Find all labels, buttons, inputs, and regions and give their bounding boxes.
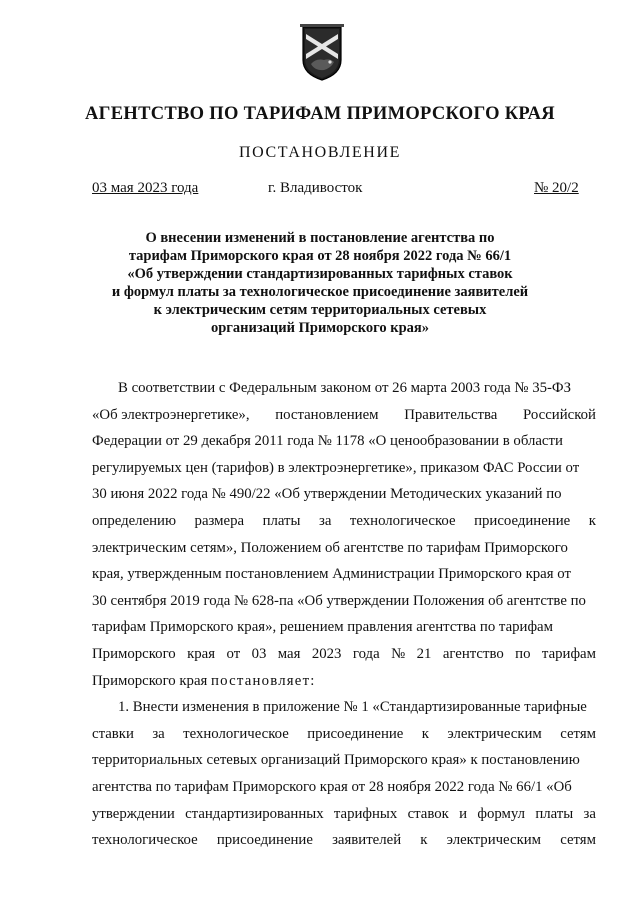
word: 2023 [311, 645, 342, 662]
word: стандартизированных [185, 805, 324, 822]
word: года [352, 645, 380, 662]
word: за [583, 805, 596, 822]
word: тарифных [333, 805, 398, 822]
agency-name: АГЕНТСТВО ПО ТАРИФАМ ПРИМОРСКОГО КРАЯ [85, 104, 555, 124]
body-line [92, 508, 596, 535]
body-line: 30 июня 2022 года № 490/22 «Об утверждении Методических указаний по [92, 486, 562, 503]
word: электрическим [447, 725, 542, 742]
word: агентство [442, 645, 504, 662]
word: за [318, 512, 332, 529]
body-line [92, 641, 596, 668]
word: к [421, 725, 429, 742]
body-line: электрическим сетям», Положением об агентстве по тарифам Приморского [92, 539, 568, 556]
word: ставки [92, 725, 134, 742]
word: от [226, 645, 241, 662]
word: Приморского [92, 645, 176, 662]
document-body [92, 375, 596, 854]
document-type: ПОСТАНОВЛЕНИЕ [239, 144, 401, 161]
title-line: О внесении изменений в постановление агентства по [145, 230, 495, 246]
word: присоединение [307, 725, 404, 742]
document-city: г. Владивосток [268, 180, 363, 196]
title-line: тарифам Приморского края от 28 ноября 2022 года № 66/1 [128, 248, 512, 264]
body-line: 1. Внести изменения в приложение № 1 «Стандартизированные тарифные [118, 699, 587, 716]
word: заявителей [332, 832, 402, 849]
word: электрическим [446, 832, 542, 849]
word: № [391, 645, 406, 662]
word: к [588, 512, 596, 529]
document-date: 03 мая 2023 года [92, 180, 199, 196]
word: присоединение [216, 832, 313, 849]
word: технологическое [92, 832, 198, 849]
coat-of-arms-emblem [300, 24, 344, 82]
word: мая [277, 645, 301, 662]
word: формул [477, 805, 526, 822]
word: «Об электроэнергетике», [92, 406, 250, 423]
body-line [92, 668, 596, 695]
body-line [92, 721, 596, 748]
body-text: Приморского края [92, 672, 212, 689]
word: присоединение [474, 512, 571, 529]
word: к [420, 832, 428, 849]
word: 03 [251, 645, 267, 662]
word: постановлением [275, 406, 379, 423]
body-line [92, 801, 596, 828]
word: платы [535, 805, 574, 822]
word: тарифам [541, 645, 596, 662]
title-line: организаций Приморского края» [210, 320, 430, 336]
word: сетям [560, 832, 596, 849]
body-line [92, 402, 596, 429]
body-line: Федерации от 29 декабря 2011 года № 1178 «О ценообразовании в области [92, 433, 563, 450]
body-line [92, 827, 596, 854]
body-line: тарифам Приморского края», решением правления агентства по тарифам [92, 619, 553, 636]
document-number: № 20/2 [534, 180, 579, 196]
word: утверждении [92, 805, 175, 822]
word: платы [262, 512, 301, 529]
body-line: территориальных сетевых организаций Приморского края» к постановлению [92, 752, 580, 769]
document-title [90, 229, 550, 337]
body-line: 30 сентября 2019 года № 628-па «Об утверждении Положения об агентстве по [92, 592, 586, 609]
word: технологическое [183, 725, 289, 742]
word: и [459, 805, 468, 822]
title-line: и формул платы за технологическое присоединение заявителей [111, 284, 529, 300]
resolution-verb: постановляет: [211, 672, 316, 689]
word: края [187, 645, 216, 662]
title-line: к электрическим сетям территориальных сетевых [153, 302, 487, 318]
body-line: В соответствии с Федеральным законом от 26 марта 2003 года № 35-ФЗ [118, 380, 572, 396]
word: Правительства [404, 406, 498, 423]
word: 21 [416, 645, 432, 662]
word: по [515, 645, 531, 662]
word: определению [92, 512, 177, 529]
word: размера [194, 512, 245, 529]
word: за [152, 725, 165, 742]
word: ставок [407, 805, 449, 822]
word: Российской [523, 406, 596, 423]
word: сетям [560, 725, 596, 742]
word: технологическое [349, 512, 456, 529]
body-line: края, утвержденным постановлением Администрации Приморского края от [92, 566, 571, 583]
title-line: «Об утверждении стандартизированных тарифных ставок [127, 266, 513, 282]
body-line: агентства по тарифам Приморского края от 28 ноября 2022 года № 66/1 «Об [92, 778, 572, 795]
body-line: регулируемых цен (тарифов) в электроэнергетике», приказом ФАС России от [92, 459, 580, 476]
